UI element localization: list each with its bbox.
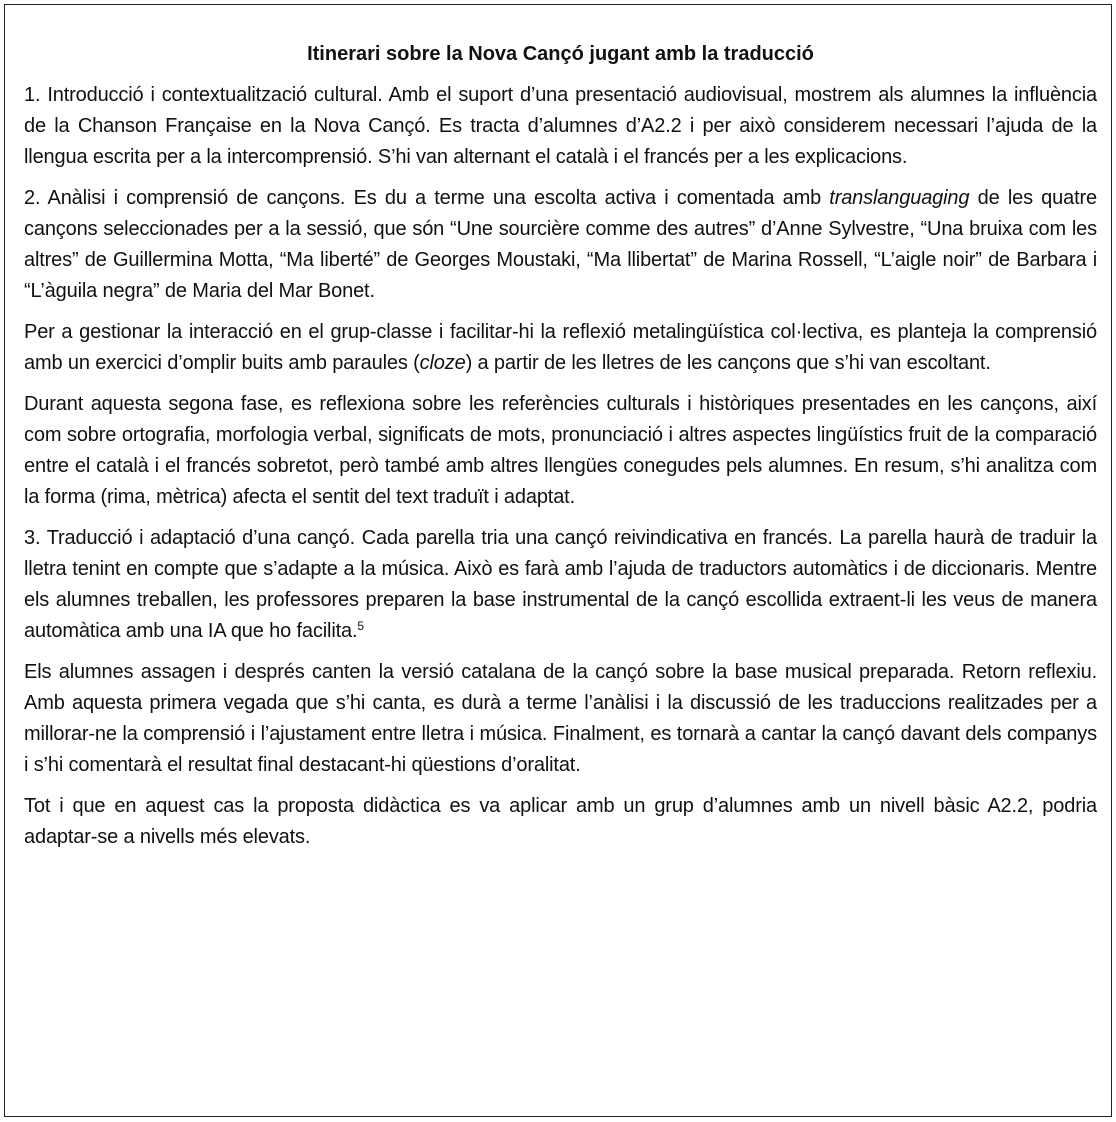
paragraph-introduccio: 1. Introducció i contextualització cultural. Amb el suport d’una presentació audiovisual, mostrem als alumnes la influència de la Chanson Française en la Nova Cançó. Es tracta d’alumnes d’A2.2 i per això considerem necessari l’ajuda de la llengua escrita per a la intercomprensió. S’hi van alternant el català i el francés per a les explicacions.	[24, 84, 1097, 168]
paragraph-text: de les quatre cançons seleccionades per a la sessió, que són “Une sourcière comme des autres” d’Anne Sylvestre, “Una bruixa com les altres” de Guillermina Motta, “Ma liberté” de Georges Moustaki, “Ma llibertat” de Marina Rossell, “L’aigle noir” de Barbara i “L’àguila negra” de Maria del Mar Bonet.	[24, 187, 1097, 302]
paragraph-text: ) a partir de les lletres de les cançons que s’hi van escoltant.	[465, 352, 991, 374]
paragraph-segona-fase: Durant aquesta segona fase, es reflexiona sobre les referències culturals i històriques presentades en les cançons, així com sobre ortografia, morfologia verbal, significats de mots, pronunciació i altres aspectes lingüístics fruit de la comparació entre el català i el francés sobretot, però també amb altres llengües conegudes pels alumnes. En resum, s’hi analitza com la forma (rima, mètrica) afecta el sentit del text traduït i adaptat.	[24, 393, 1097, 508]
paragraph-conclusio: Tot i que en aquest cas la proposta didàctica es va aplicar amb un grup d’alumnes amb un nivell bàsic A2.2, podria adaptar-se a nivells més elevats.	[24, 795, 1097, 848]
paragraph-text: Per a gestionar la interacció en el grup-classe i facilitar-hi la reflexió metalingüística col·lectiva, es planteja la comprensió amb un exercici d’omplir buits amb paraules (	[24, 321, 1097, 374]
paragraph-analisi	[24, 183, 1097, 307]
paragraph-text: 3. Traducció i adaptació d’una cançó. Cada parella tria una cançó reivindicativa en francés. La parella haurà de traduir la lletra tenint en compte que s’adapte a la música. Això es farà amb l’ajuda de traductors automàtics i de diccionaris. Mentre els alumnes treballen, les professores preparen la base instrumental de la cançó escollida extraent-li les veus de manera automàtica amb una IA que ho facilita.	[24, 527, 1097, 642]
paragraph-assaig: Els alumnes assagen i després canten la versió catalana de la cançó sobre la base musical preparada. Retorn reflexiu. Amb aquesta primera vegada que s’hi canta, es durà a terme l’anàlisi i la discussió de les traduccions realitzades per a millorar-ne la comprensió i l’ajustament entre lletra i música. Finalment, es tornarà a cantar la cançó davant dels companys i s’hi comentarà el resultat final destacant-hi qüestions d’oralitat.	[24, 661, 1097, 776]
italic-term: cloze	[419, 352, 466, 374]
document-box	[4, 4, 1112, 1117]
paragraph-interaccio	[24, 317, 1097, 379]
paragraph-traduccio	[24, 523, 1097, 647]
document-title: Itinerari sobre la Nova Cançó jugant amb la traducció	[307, 43, 814, 65]
paragraph-text: 2. Anàlisi i comprensió de cançons. Es du a terme una escolta activa i comentada amb	[24, 187, 830, 209]
footnote-marker: 5	[357, 619, 364, 633]
italic-term: translanguaging	[829, 187, 970, 209]
